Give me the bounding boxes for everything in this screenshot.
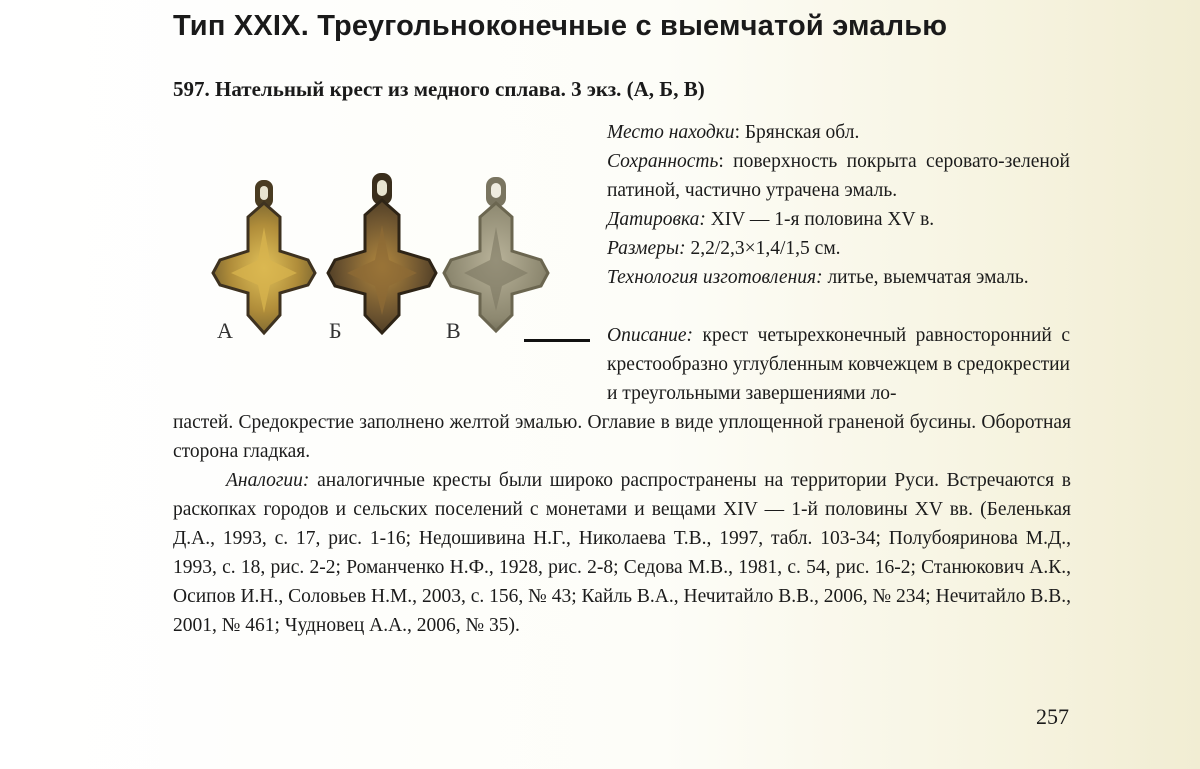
label-c: В bbox=[446, 318, 461, 343]
cross-b bbox=[328, 173, 436, 333]
place-value: : Брянская обл. bbox=[734, 122, 860, 143]
analogies-label: Аналогии: bbox=[226, 470, 310, 491]
place-paragraph bbox=[607, 118, 1070, 147]
description-paragraph bbox=[607, 321, 1070, 408]
crosses-photo bbox=[205, 165, 595, 355]
description-label: Описание: bbox=[607, 325, 694, 346]
technology-paragraph bbox=[607, 263, 1070, 292]
size-value: 2,2/2,3×1,4/1,5 см. bbox=[685, 238, 841, 259]
dating-label: Датировка: bbox=[607, 209, 706, 230]
technology-label: Технология изготовления: bbox=[607, 267, 823, 288]
cross-figure bbox=[205, 165, 595, 355]
section-title: Тип XXIX. Треугольноконечные с выемчатой эмалью bbox=[173, 10, 948, 42]
item-heading: 597. Нательный крест из медного сплава. 3 экз. (А, Б, В) bbox=[173, 77, 705, 101]
item-details bbox=[607, 118, 1070, 292]
dating-paragraph bbox=[607, 205, 1070, 234]
technology-value: литье, выемчатая эмаль. bbox=[822, 267, 1029, 288]
label-b: Б bbox=[329, 318, 342, 343]
preservation-paragraph bbox=[607, 147, 1070, 205]
description-block bbox=[607, 321, 1070, 408]
cross-c bbox=[444, 177, 548, 331]
description-continuation bbox=[173, 408, 1071, 640]
size-label: Размеры: bbox=[607, 238, 686, 259]
place-label: Место находки bbox=[607, 122, 735, 143]
preservation-value: : поверхность покрыта серовато-зеленой патиной, частично утрачена эмаль. bbox=[607, 151, 1070, 201]
page-number: 257 bbox=[1036, 704, 1069, 729]
analogies-paragraph bbox=[173, 466, 1071, 640]
preservation-label: Сохранность bbox=[607, 151, 719, 172]
cross-a bbox=[213, 180, 315, 333]
size-paragraph bbox=[607, 234, 1070, 263]
label-a: А bbox=[217, 318, 233, 343]
scale-bar bbox=[524, 339, 590, 342]
description-continuation-text: пастей. Средокрестие заполнено желтой эмалью. Оглавие в виде уплощенной граненой бусины. Оборотная сторона гладкая. bbox=[173, 412, 1071, 462]
dating-value: XIV — 1-я половина XV в. bbox=[705, 209, 935, 230]
description-value-start: крест четырехконечный равносторонний с крестообразно углубленным ковчежцем в средокрестии и треугольными завершениями ло- bbox=[607, 325, 1070, 404]
analogies-text: аналогичные кресты были широко распространены на территории Руси. Встречаются в раскопках городов и сельских поселений с монетами и вещами XIV — 1-й половины XV вв. (Беленькая Д.А., 1993, с. 17, рис. 1-16; Недошивина Н.Г., Николаева Т.В., 1997, табл. 103-34; Полубояринова М.Д., 1993, с. 18, рис. 2-2; Романченко Н.Ф., 1928, рис. 2-8; Седова М.В., 1981, с. 54, рис. 16-2; Станюкович А.К., Осипов И.Н., Соловьев Н.М., 2003, с. 156, № 43; Кайль В.А., Нечитайло В.В., 2006, № 234; Нечитайло В.В., 2001, № 461; Чудновец А.А., 2006, № 35). bbox=[173, 470, 1071, 636]
